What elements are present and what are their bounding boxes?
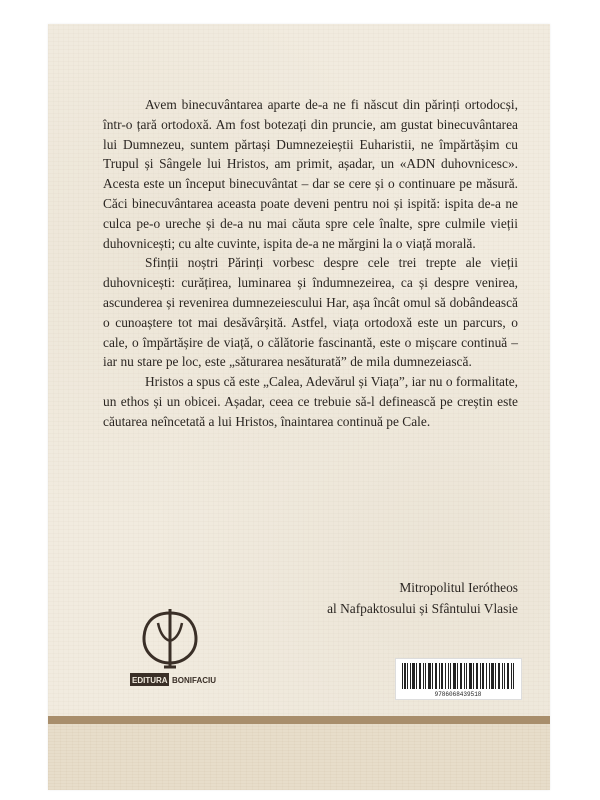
blurb-paragraph-3: Hristos a spus că este „Calea, Adevărul și Viața”, iar nu o formalitate, un ethos și un obicei. Așadar, ceea ce trebuie să-l definească pe creștin este căutarea neîncetată a lui Hristos, înaintarea continuă pe Cale. bbox=[103, 374, 518, 429]
publisher-word-1: EDITURA bbox=[132, 676, 168, 685]
barcode-icon bbox=[396, 659, 521, 699]
publisher-logo bbox=[120, 605, 220, 697]
publisher-logo-icon bbox=[120, 605, 220, 697]
publisher-word-2: BONIFACIU bbox=[172, 676, 216, 685]
blurb-paragraph-2: Sfinții noștri Părinți vorbesc despre cele trei trepte ale vieții duhovnicești: curățirea, luminarea și îndumnezeirea, ca și despre venirea, ascunderea și revenirea dumnezeiescului Har, așa încât omul să dobândească o cunoaștere tot mai desăvârșită. Astfel, viața ortodoxă este un parcurs, o cale, o împărtășire de viață, o călătorie fascinantă, este o mișcare continuă – iar nu stare pe loc, este „săturarea nesăturată” de mila dumnezeiască. bbox=[103, 255, 518, 370]
author-signature bbox=[327, 577, 518, 619]
bottom-band bbox=[48, 716, 550, 790]
barcode-digits: 9786068439518 bbox=[434, 691, 482, 698]
blurb-text bbox=[103, 95, 518, 432]
signature-line-1: Mitropolitul Ierótheos bbox=[399, 580, 518, 595]
brown-stripe bbox=[48, 716, 550, 724]
signature-line-2: al Nafpaktosului și Sfântului Vlasie bbox=[327, 601, 518, 616]
isbn-barcode bbox=[395, 658, 522, 700]
blurb-paragraph-1: Avem binecuvântarea aparte de-a ne fi născut din părinți ortodocși, într-o țară ortodoxă. Am fost botezați din pruncie, am gustat binecuvântarea lui Dumnezeu, suntem părtași Dumnezeieștii Euharistii, ne împărtășim cu Trupul și Sângele lui Hristos, am primit, așadar, un «ADN duhovnicesc». Acesta este un început binecuvântat – dar se cere și o continuare pe măsură. Căci binecuvântarea aceasta poate deveni pentru noi și ispită: ispita de-a ne culca pe-o ureche și de-a nu mai căuta spre cele înalte, spre culmile vieții duhovnicești; cu alte cuvinte, ispita de-a ne mărgini la o viață morală. bbox=[103, 97, 518, 251]
